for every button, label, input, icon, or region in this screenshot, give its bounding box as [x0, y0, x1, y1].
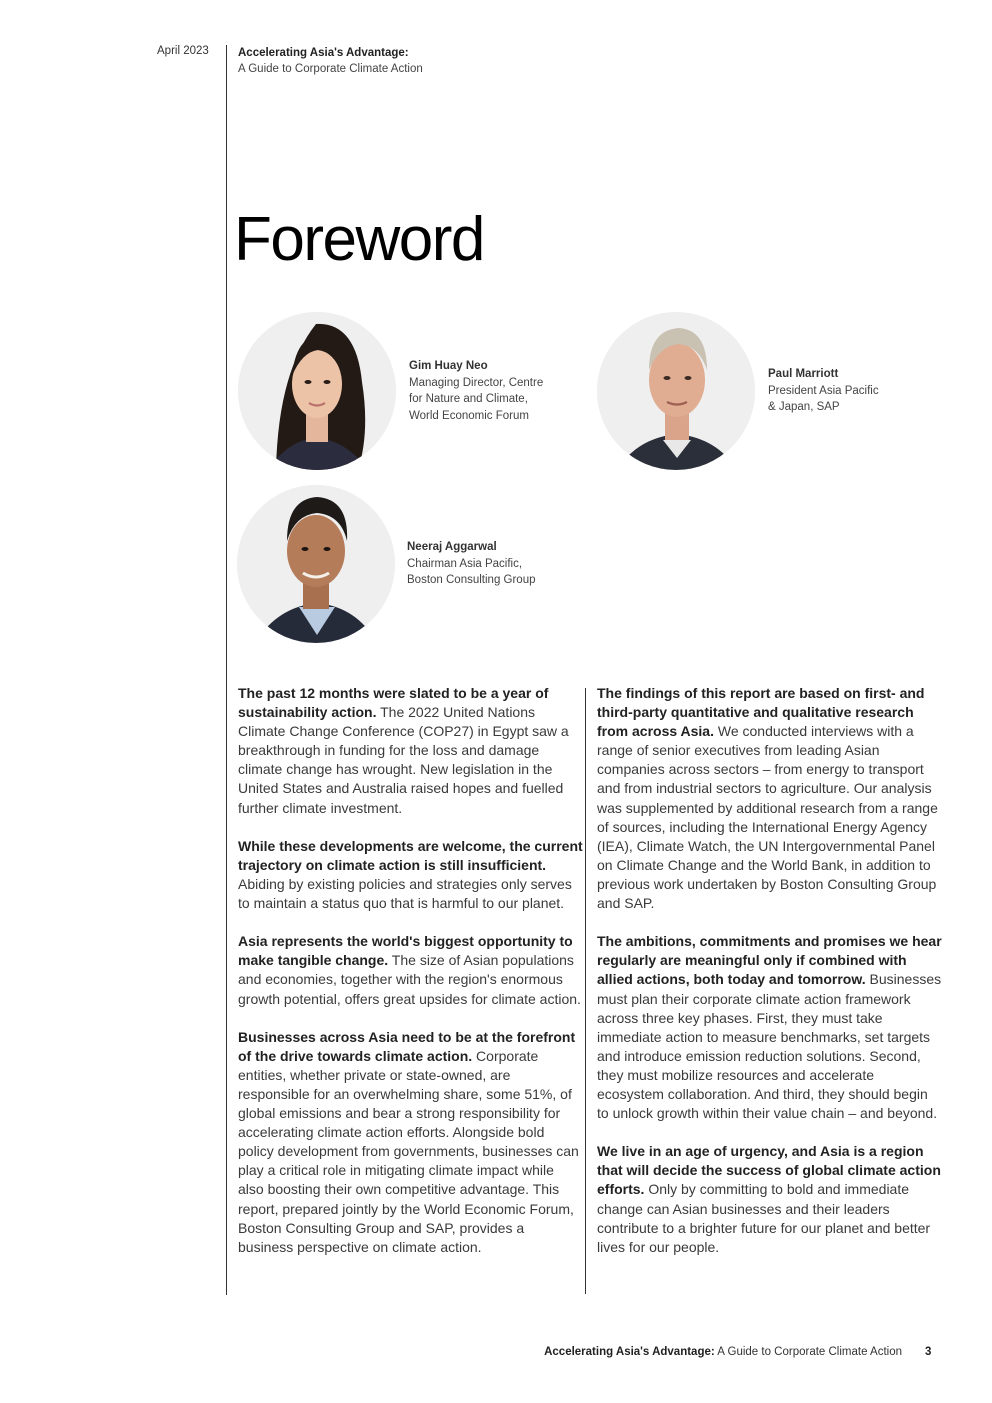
paragraph: [238, 684, 583, 818]
header-title-sub: A Guide to Corporate Climate Action: [238, 63, 423, 75]
paragraph-lead: The findings of this report are based on first- and third-party quantitative and qualitative research from across Asia.: [597, 685, 925, 740]
footer-title: [544, 1346, 902, 1358]
person-role: Chairman Asia Pacific, Boston Consulting Group: [407, 557, 536, 586]
portrait-gim-huay-neo: [238, 312, 396, 470]
header-title-main: Accelerating Asia's Advantage:: [238, 47, 409, 59]
person-role: Managing Director, Centre for Nature and Climate, World Economic Forum: [409, 376, 544, 422]
paragraph-lead: Asia represents the world's biggest opportunity to make tangible change.: [238, 933, 573, 969]
portrait-paul-marriott: [597, 312, 755, 470]
paragraph-body: Abiding by existing policies and strategies only serves to maintain a status quo that is harmful to our planet.: [238, 875, 572, 912]
person-name: Neeraj Aggarwal: [407, 541, 497, 553]
page-number: 3: [925, 1346, 932, 1358]
paragraph: [597, 1142, 942, 1257]
footer-title-sub: A Guide to Corporate Climate Action: [714, 1346, 902, 1358]
page-title: Foreword: [234, 205, 484, 274]
person-card-paul-marriott: [768, 366, 938, 416]
portrait-neeraj-aggarwal: [237, 485, 395, 643]
paragraph-body: Businesses must plan their corporate climate action framework across three key phases. First, they must take immediate action to measure benchmarks, set targets and introduce emission reduction solutions. Second, they must mobilize resources and accelerate ecosystem collaboration. And third, they should begin to unlock growth within their value chain – and beyond.: [597, 971, 942, 1122]
header-title: [238, 45, 423, 77]
person-name: Gim Huay Neo: [409, 360, 488, 372]
paragraph-lead: Businesses across Asia need to be at the forefront of the drive towards climate action.: [238, 1028, 576, 1064]
person-role: President Asia Pacific & Japan, SAP: [768, 384, 879, 413]
paragraph-lead: While these developments are welcome, the current trajectory on climate action is still insufficient.: [238, 837, 583, 873]
paragraph-body: The 2022 United Nations Climate Change Conference (COP27) in Egypt saw a breakthrough in funding for the loss and damage climate change has wrought. New legislation in the United States and Australia raised hopes and fuelled further climate investment.: [238, 704, 569, 816]
paragraph-body: Only by committing to bold and immediate change can Asian businesses and their leaders contribute to a brighter future for our planet and better lives for our people.: [597, 1181, 931, 1255]
paragraph-body: Corporate entities, whether private or state-owned, are responsible for an overwhelming share, some 51%, of global emissions and bear a strong responsibility for accelerating climate action efforts. Alongside bold policy development from governments, businesses can play a critical role in mitigating climate impact while also boosting their own competitive advantage. This report, prepared jointly by the World Economic Forum, Boston Consulting Group and SAP, provides a business perspective on climate action.: [238, 1047, 579, 1255]
paragraph: [597, 932, 942, 1123]
body-column-right: [597, 684, 942, 1276]
paragraph-body: We conducted interviews with a range of senior executives from leading Asian companies across sectors – from energy to transport and from industrial sectors to agriculture. Our analysis was supplemented by additional research from a range of sources, including the International Energy Agency (IEA), Climate Watch, the UN Intergovernmental Panel on Climate Change and the World Bank, in addition to previous work undertaken by Boston Consulting Group and SAP.: [597, 723, 938, 912]
paragraph-lead: The past 12 months were slated to be a year of sustainability action.: [238, 685, 549, 721]
paragraph-lead: We live in an age of urgency, and Asia is a region that will decide the success of global climate action efforts.: [597, 1143, 941, 1198]
footer-title-main: Accelerating Asia's Advantage:: [544, 1346, 715, 1358]
paragraph-body: The size of Asian populations and economies, together with the region's enormous growth potential, offers great upsides for climate action.: [238, 952, 581, 1007]
column-divider: [585, 688, 586, 1294]
body-column-left: [238, 684, 583, 1276]
person-name: Paul Marriott: [768, 368, 839, 380]
paragraph: [597, 684, 942, 913]
paragraph: [238, 1028, 583, 1257]
margin-rule: [226, 45, 227, 1295]
paragraph-lead: The ambitions, commitments and promises we hear regularly are meaningful only if combined with allied actions, both today and tomorrow.: [597, 933, 942, 988]
paragraph: [238, 837, 583, 913]
paragraph: [238, 932, 583, 1008]
person-card-gim-huay-neo: [409, 358, 579, 424]
header-date: April 2023: [157, 45, 209, 57]
person-card-neeraj-aggarwal: [407, 539, 577, 589]
